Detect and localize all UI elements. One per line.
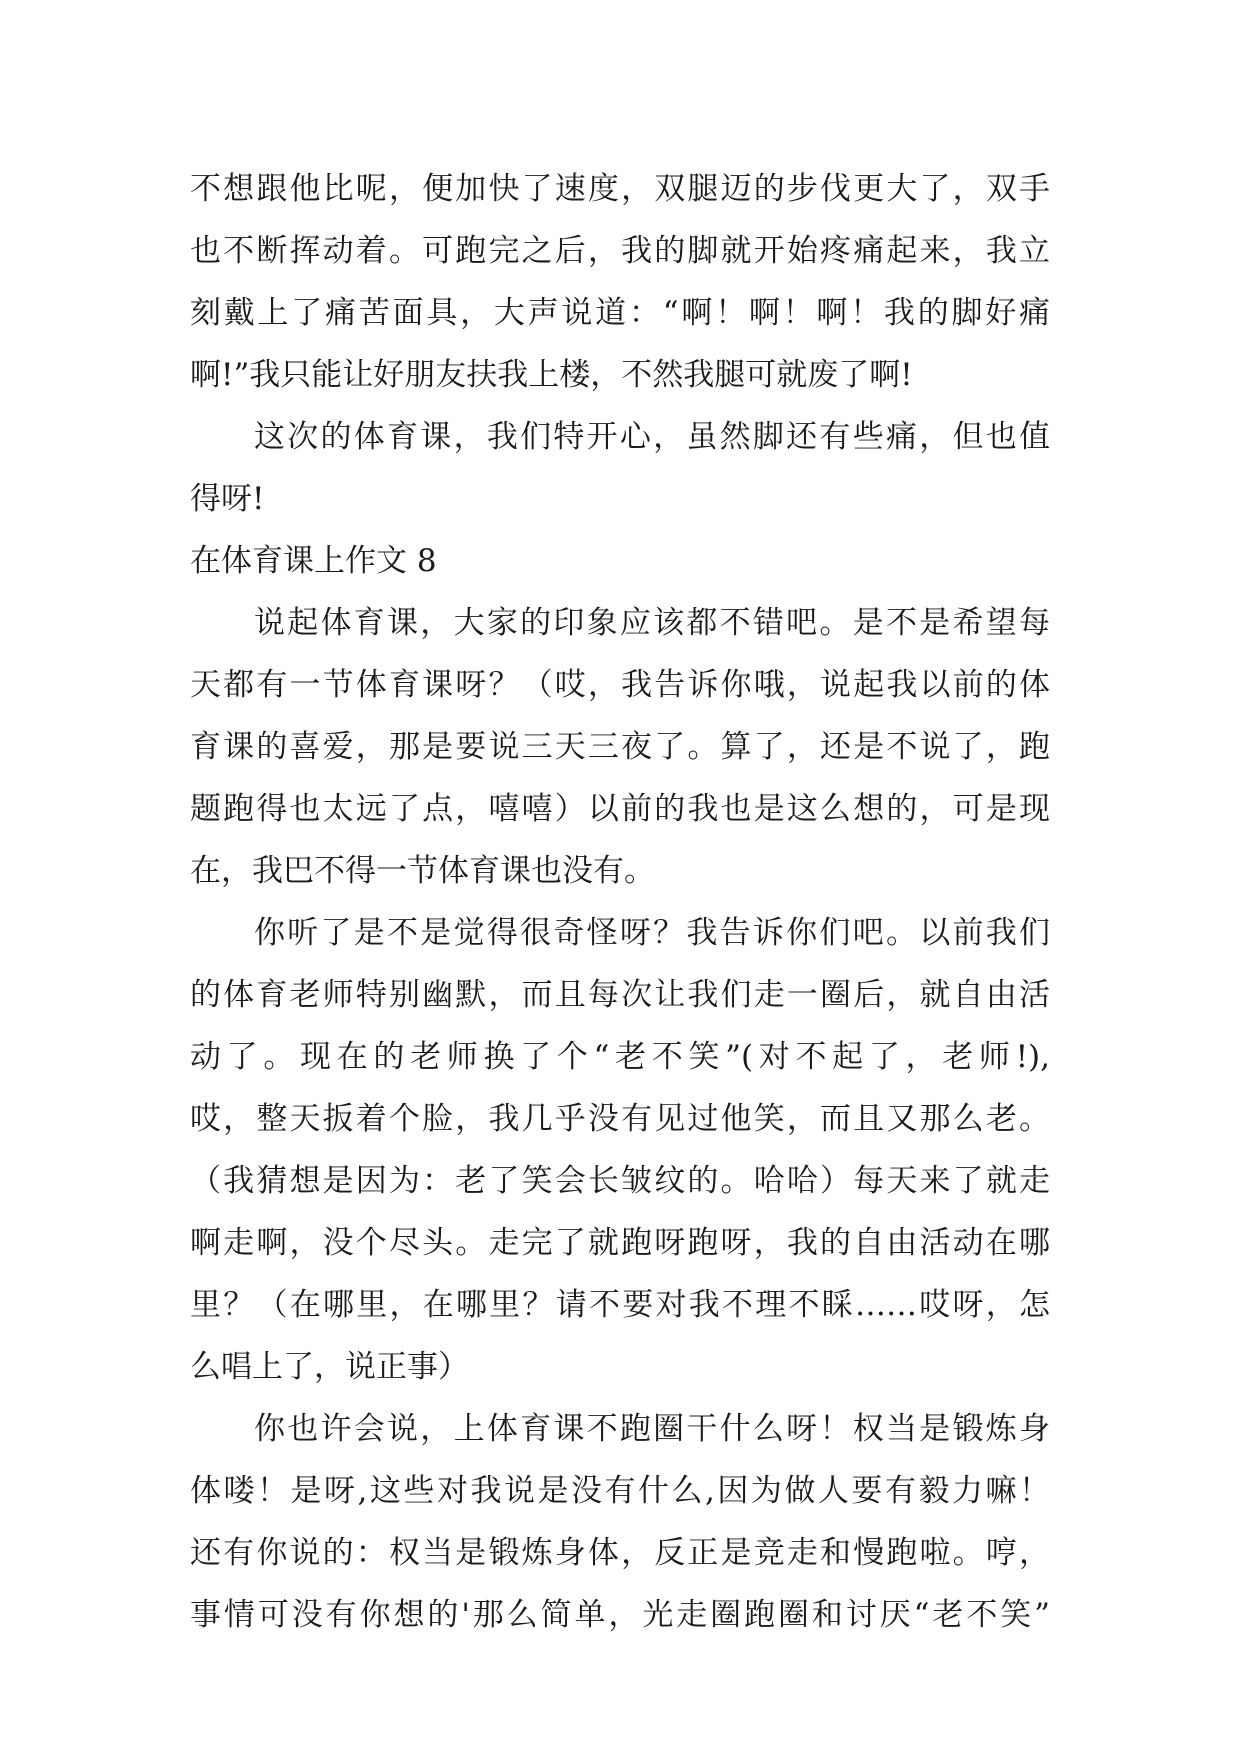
text-line: 哎，整天扳着个脸，我几乎没有见过他笑，而且又那么老。 bbox=[190, 1101, 1050, 1137]
section-heading: 在体育课上作文 8 bbox=[190, 543, 437, 579]
text-line: 天都有一节体育课呀？（哎，我告诉你哦，说起我以前的体 bbox=[190, 667, 1050, 703]
text-line: 也不断挥动着。可跑完之后，我的脚就开始疼痛起来，我立 bbox=[190, 233, 1050, 269]
text-line: 刻戴上了痛苦面具，大声说道：“啊！啊！啊！我的脚好痛 bbox=[190, 295, 1050, 331]
text-line: 的体育老师特别幽默，而且每次让我们走一圈后，就自由活 bbox=[190, 977, 1050, 1013]
text-line: 这次的体育课，我们特开心，虽然脚还有些痛，但也值 bbox=[254, 419, 1050, 455]
text-line: 育课的喜爱，那是要说三天三夜了。算了，还是不说了，跑 bbox=[190, 729, 1050, 765]
text-line: 事情可没有你想的'那么简单，光走圈跑圈和讨厌“老不笑” bbox=[190, 1597, 1050, 1633]
text-line: 里？（在哪里，在哪里？请不要对我不理不睬……哎呀，怎 bbox=[190, 1287, 1050, 1323]
text-line: 啊走啊，没个尽头。走完了就跑呀跑呀，我的自由活动在哪 bbox=[190, 1225, 1050, 1261]
text-line: 还有你说的：权当是锻炼身体，反正是竞走和慢跑啦。哼， bbox=[190, 1535, 1050, 1571]
document-page bbox=[190, 158, 1050, 1646]
text-line: 你听了是不是觉得很奇怪呀？我告诉你们吧。以前我们 bbox=[254, 915, 1050, 951]
text-line: 说起体育课，大家的印象应该都不错吧。是不是希望每 bbox=[254, 605, 1050, 641]
text-line: 题跑得也太远了点，嘻嘻）以前的我也是这么想的，可是现 bbox=[190, 791, 1050, 827]
text-line: 么唱上了，说正事） bbox=[190, 1349, 469, 1385]
text-line: 体喽！是呀,这些对我说是没有什么,因为做人要有毅力嘛！ bbox=[190, 1473, 1050, 1509]
text-line: 在，我巴不得一节体育课也没有。 bbox=[190, 853, 655, 889]
text-line: 不想跟他比呢，便加快了速度，双腿迈的步伐更大了，双手 bbox=[190, 171, 1050, 207]
text-line: 得呀! bbox=[190, 481, 265, 517]
text-line: 动了。现在的老师换了个“老不笑”(对不起了，老师!), bbox=[190, 1039, 1050, 1075]
text-line: 你也许会说，上体育课不跑圈干什么呀！权当是锻炼身 bbox=[254, 1411, 1050, 1447]
text-line: （我猜想是因为：老了笑会长皱纹的。哈哈）每天来了就走 bbox=[190, 1163, 1050, 1199]
text-line: 啊!”我只能让好朋友扶我上楼，不然我腿可就废了啊! bbox=[190, 357, 913, 393]
